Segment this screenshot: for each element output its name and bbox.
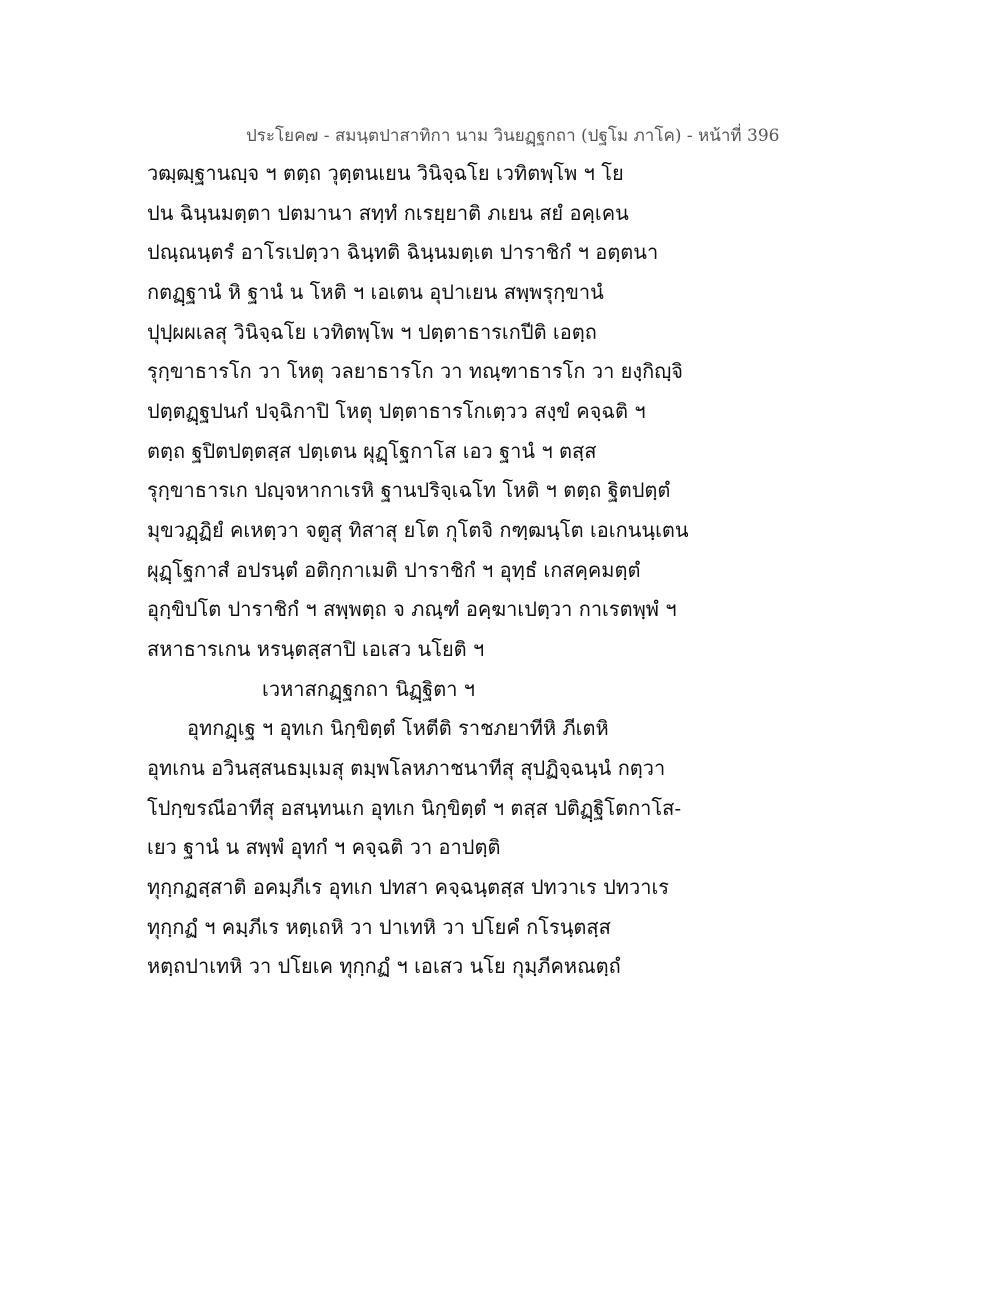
text-line: สหาธารเกน หรนฺตสฺสาปิ เอเสว นโยติ ฯ [147,637,485,661]
section-heading: เวหาสกฏฺฐกถา นิฏฺฐิตา ฯ [262,677,476,701]
text-line: โปกฺขรณีอาทีสุ อสนฺทนเก อุทเก นิกฺขิตฺตํ ฯ ตสฺส ปติฏฺฐิโตกาโส- [147,796,682,820]
text-line: อุกฺขิปโต ปาราชิกํ ฯ สพฺพตฺถ จ ภณฺฑํ อคฺฆาเปตฺวา กาเรตพฺพํ ฯ [147,597,677,621]
text-line: อุทเกน อวินสฺสนธมฺเมสุ ตมฺพโลหภาชนาทีสุ สุปฏิจฺฉนฺนํ กตฺวา [147,756,666,780]
text-line: อุทกฏฺเฐ ฯ อุทเก นิกฺขิตฺตํ โหตีติ ราชภยาทีหิ ภีเตหิ [187,716,609,740]
text-line: ตตฺถ ฐปิตปตฺตสฺส ปตฺเตน ผุฏฺโฐกาโส เอว ฐานํ ฯ ตสฺส [147,439,597,463]
text-line: มุขวฏฺฏิยํ คเหตฺวา จตูสุ ทิสาสุ ยโต กุโตจิ กฑฺฒนฺโต เอเกนนฺเตน [147,518,689,542]
text-line: กตฏฺฐานํ หิ ฐานํ น โหติ ฯ เอเตน อุปาเยน สพฺพรุกฺขานํ [147,280,604,304]
text-line: หตฺถปาเทหิ วา ปโยเค ทุกฺกฏํ ฯ เอเสว นโย กุมฺภีคหณตฺถํ [147,954,621,978]
page-header: ประโยค๗ - สมนฺตปาสาทิกา นาม วินยฏฺฐกถา (ปฐโม ภาโค) - หน้าที่ 396 [246,126,780,146]
text-line: ปตฺตฏฺฐปนกํ ปจฺฉิกาปิ โหตุ ปตฺตาธารโกเตฺวว สงฺขํ คจฺฉติ ฯ [147,399,646,423]
text-line: วฒฺฒฺฐานญฺจ ฯ ตตฺถ วุตฺตนเยน วินิจฺฉโย เวทิตพฺโพ ฯ โย [147,161,624,185]
text-line: ปณฺณนฺตรํ อาโรเปตฺวา ฉินฺทติ ฉินฺนมตฺเต ปาราชิกํ ฯ อตฺตนา [147,240,659,264]
text-line: เยว ฐานํ น สพฺพํ อุทกํ ฯ คจฺฉติ วา อาปตฺติ [147,835,501,859]
text-line: รุกฺขาธารโก วา โหตุ วลยาธารโก วา ทณฺฑาธารโก วา ยงฺกิญฺจิ [147,359,684,383]
text-line: ปุปฺผผเลสุ วินิจฺฉโย เวทิตพฺโพ ฯ ปตฺตาธารเกปีติ เอตฺถ [147,320,597,344]
text-line: ผุฏฺโฐกาสํ อปรนฺตํ อติกฺกาเมติ ปาราชิกํ ฯ อุทฺธํ เกสคฺคมตฺตํ [147,558,641,582]
text-line: ทุกฺกฏํ ฯ คมฺภีเร หตฺเถหิ วา ปาเทหิ วา ปโยคํ กโรนฺตสฺส [147,915,611,939]
text-line: ทุกฺกฏสฺสาติ อคมฺภีเร อุทเก ปทสา คจฺฉนฺตสฺส ปทวาเร ปทวาเร [147,875,670,899]
text-line: ปน ฉินฺนมตฺตา ปตมานา สทฺทํ กเรยฺยาติ ภเยน สยํ อคฺเคน [147,201,629,225]
text-line: รุกฺขาธารเก ปญฺจหากาเรหิ ฐานปริจฺเฉโท โหติ ฯ ตตฺถ ฐิตปตฺตํ [147,478,671,502]
